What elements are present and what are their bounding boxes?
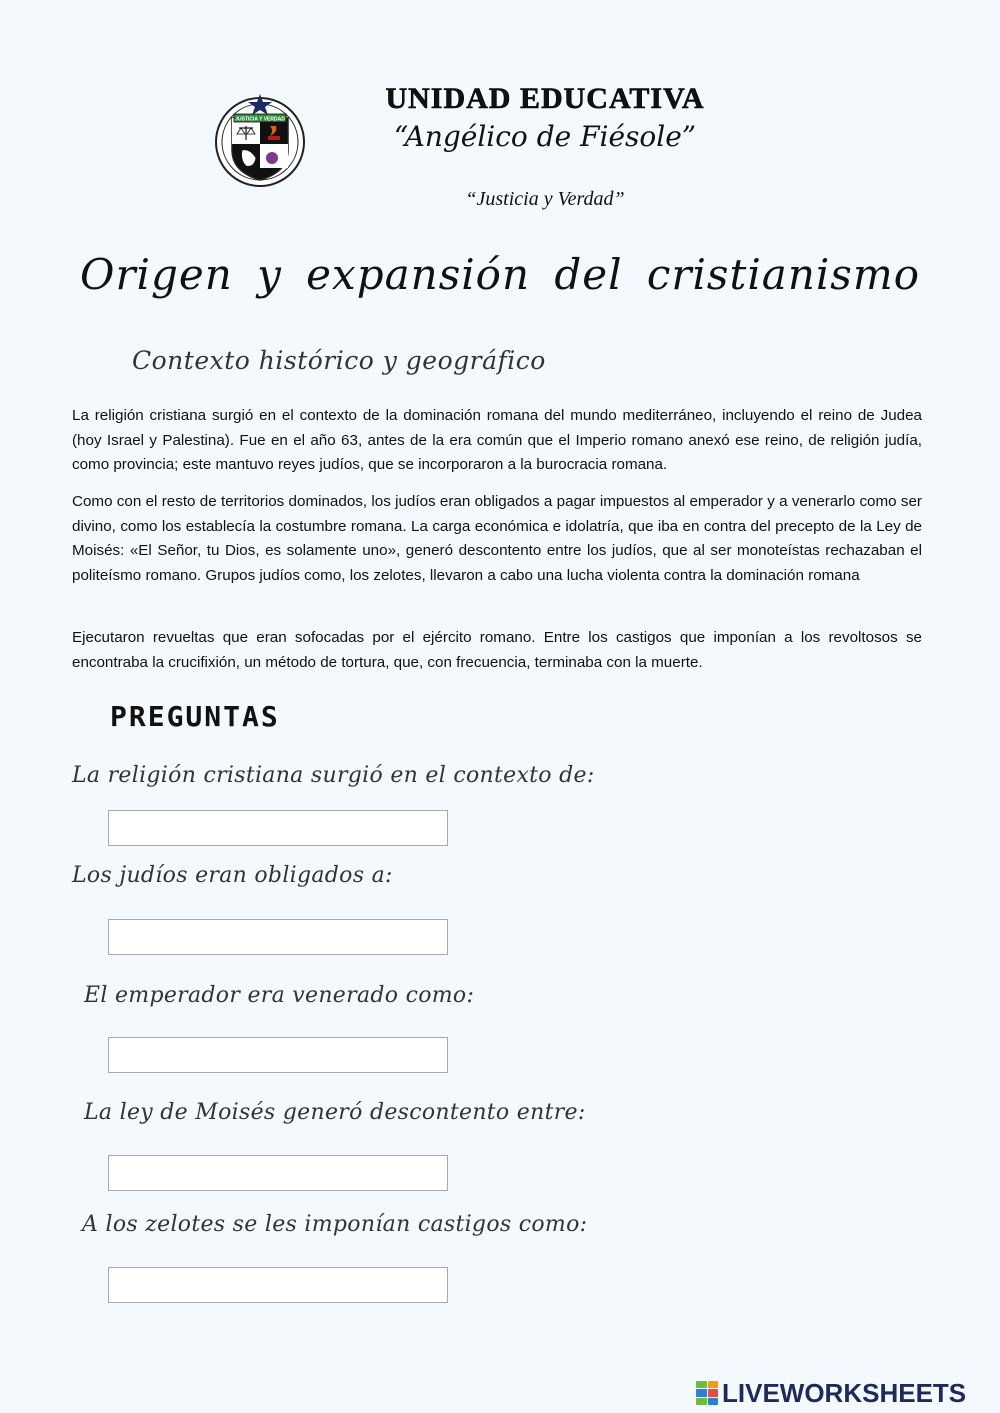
- school-subname: “Angélico de Fiésole”: [393, 120, 697, 153]
- section-subtitle: Contexto histórico y geográfico: [132, 346, 546, 375]
- liveworksheets-brand[interactable]: [696, 1377, 966, 1409]
- school-logo: [210, 92, 310, 188]
- paragraph-2: Como con el resto de territorios dominados, los judíos eran obligados a pagar impuestos al emperador y a venerarlo como ser divino, como los establecía la costumbre romana. La carga económica e idolatría, que iba en contra del precepto de la Ley de Moisés: «El Señor, tu Dios, es solamente uno», generó descontento entre los judíos, que al ser monoteístas rechazaban el politeísmo romano. Grupos judíos como, los zelotes, llevaron a cabo una lucha violenta contra la dominación romana: [72, 493, 922, 584]
- question-1-label: La religión cristiana surgió en el contexto de:: [72, 763, 595, 788]
- question-4-answer-input[interactable]: [108, 1155, 448, 1191]
- question-4-label: La ley de Moisés generó descontento entre:: [84, 1100, 586, 1125]
- question-2-label: Los judíos eran obligados a:: [72, 863, 393, 888]
- question-2-answer-input[interactable]: [108, 919, 448, 955]
- question-3-label: El emperador era venerado como:: [84, 983, 475, 1008]
- liveworksheets-logo-icon: [696, 1381, 718, 1405]
- question-5-label: A los zelotes se les imponían castigos como:: [82, 1212, 588, 1237]
- questions-heading: PREGUNTAS: [110, 700, 280, 733]
- question-5-answer-input[interactable]: [108, 1267, 448, 1303]
- question-1-answer-input[interactable]: [108, 810, 448, 846]
- brand-text: LIVEWORKSHEETS: [722, 1377, 967, 1408]
- logo-banner-text: JUSTICIA Y VERDAD: [235, 116, 285, 123]
- paragraph-3: Ejecutaron revueltas que eran sofocadas por el ejército romano. Entre los castigos que imponían a los revoltosos se encontraba la crucifixión, un método de tortura, que, con frecuencia, terminaba con la muerte.: [72, 629, 922, 671]
- question-3-answer-input[interactable]: [108, 1037, 448, 1073]
- school-name: UNIDAD EDUCATIVA: [385, 82, 705, 115]
- paragraph-1: La religión cristiana surgió en el contexto de la dominación romana del mundo mediterráneo, incluyendo el reino de Judea (hoy Israel y Palestina). Fue en el año 63, antes de la era común que el Imperio romano anexó ese reino, de religión judía, como provincia; este mantuvo reyes judíos, que se incorporaron a la burocracia romana.: [72, 407, 922, 473]
- school-motto: “Justicia y Verdad”: [465, 188, 625, 210]
- page-title: Origen y expansión del cristianismo: [80, 250, 920, 299]
